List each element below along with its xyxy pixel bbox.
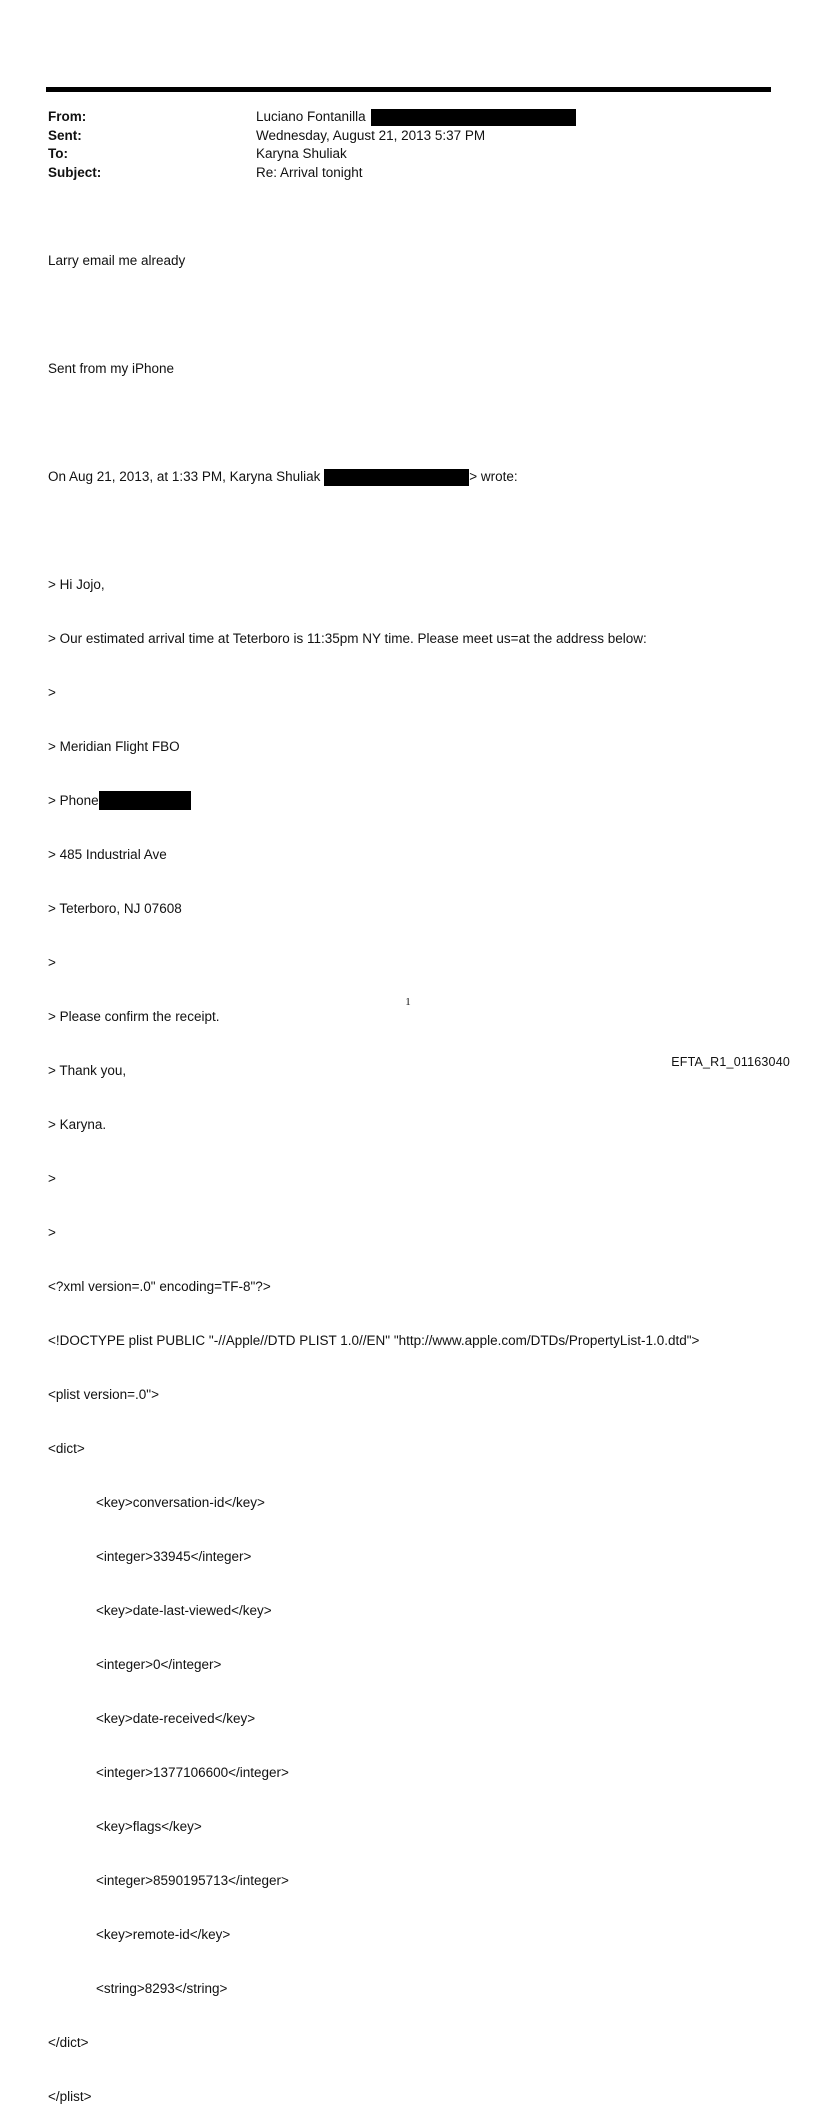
quoted-line: > 485 Industrial Ave [48, 847, 167, 862]
quoted-line: > Karyna. [48, 1117, 107, 1132]
plist-entry: <integer>1377106600</integer> [96, 1765, 289, 1780]
to-row [48, 145, 576, 164]
plist-entry: <integer>33945</integer> [96, 1549, 252, 1564]
phone-label: > Phone [48, 793, 99, 808]
plist-entry: <string>8293</string> [96, 1981, 228, 1996]
quoted-line: > [48, 1225, 56, 1240]
sent-label: Sent: [48, 127, 82, 143]
body-line: Larry email me already [48, 253, 186, 268]
spacer [48, 306, 768, 324]
email-body [48, 216, 768, 2124]
redaction-block [324, 469, 469, 486]
quoted-line: > [48, 1171, 56, 1186]
from-row [48, 108, 576, 127]
plist-entry: <key>date-last-viewed</key> [96, 1603, 272, 1618]
quoted-line: > Please confirm the receipt. [48, 1009, 220, 1024]
bates-number: EFTA_R1_01163040 [671, 1055, 790, 1069]
signature-line: Sent from my iPhone [48, 361, 175, 376]
plist-close-tag: </plist> [48, 2089, 92, 2104]
quoted-line: > Hi Jojo, [48, 577, 105, 592]
plist-entry: <key>conversation-id</key> [96, 1495, 265, 1510]
to-label: To: [48, 146, 68, 161]
subject-label: Subject: [48, 164, 102, 180]
dict-open-tag: <dict> [48, 1441, 85, 1456]
quote-intro-suffix: > wrote: [469, 469, 518, 484]
header-divider [46, 87, 771, 92]
quoted-line: > Our estimated arrival time at Teterboro is 11:35pm NY time. Please meet us=at the address below: [48, 631, 647, 646]
to-value: Karyna Shuliak [256, 146, 347, 161]
plist-xml-declaration: <?xml version=.0" encoding=TF-8"?> [48, 1279, 271, 1294]
sent-row [48, 127, 576, 146]
plist-entry: <integer>8590195713</integer> [96, 1873, 289, 1888]
spacer [48, 414, 768, 432]
from-label: From: [48, 109, 87, 124]
redaction-block [371, 109, 576, 126]
plist-entry: <key>date-received</key> [96, 1711, 256, 1726]
plist-open-tag: <plist version=.0"> [48, 1387, 159, 1402]
dict-close-tag: </dict> [48, 2035, 89, 2050]
quoted-line: > Thank you, [48, 1063, 127, 1078]
plist-entry: <key>flags</key> [96, 1819, 202, 1834]
quoted-line: > Teterboro, NJ 07608 [48, 901, 182, 916]
quoted-line: > [48, 685, 56, 700]
quoted-phone-line [48, 792, 768, 810]
spacer [48, 522, 768, 540]
sent-value: Wednesday, August 21, 2013 5:37 PM [256, 127, 486, 143]
from-name: Luciano Fontanilla [256, 109, 366, 124]
quoted-line: > Meridian Flight FBO [48, 739, 180, 754]
plist-entry: <key>remote-id</key> [96, 1927, 231, 1942]
redaction-block [99, 791, 191, 810]
subject-row [48, 164, 576, 183]
quote-intro [48, 468, 768, 486]
plist-doctype: <!DOCTYPE plist PUBLIC "-//Apple//DTD PLIST 1.0//EN" "http://www.apple.com/DTDs/PropertyList-1.0.dtd"> [48, 1333, 700, 1348]
subject-value: Re: Arrival tonight [256, 164, 363, 180]
from-value [256, 108, 576, 127]
plist-entry: <integer>0</integer> [96, 1657, 222, 1672]
page-number: 1 [405, 996, 411, 1008]
quoted-line: > [48, 955, 56, 970]
email-header [48, 108, 576, 182]
quote-intro-prefix: On Aug 21, 2013, at 1:33 PM, Karyna Shuliak [48, 469, 321, 484]
